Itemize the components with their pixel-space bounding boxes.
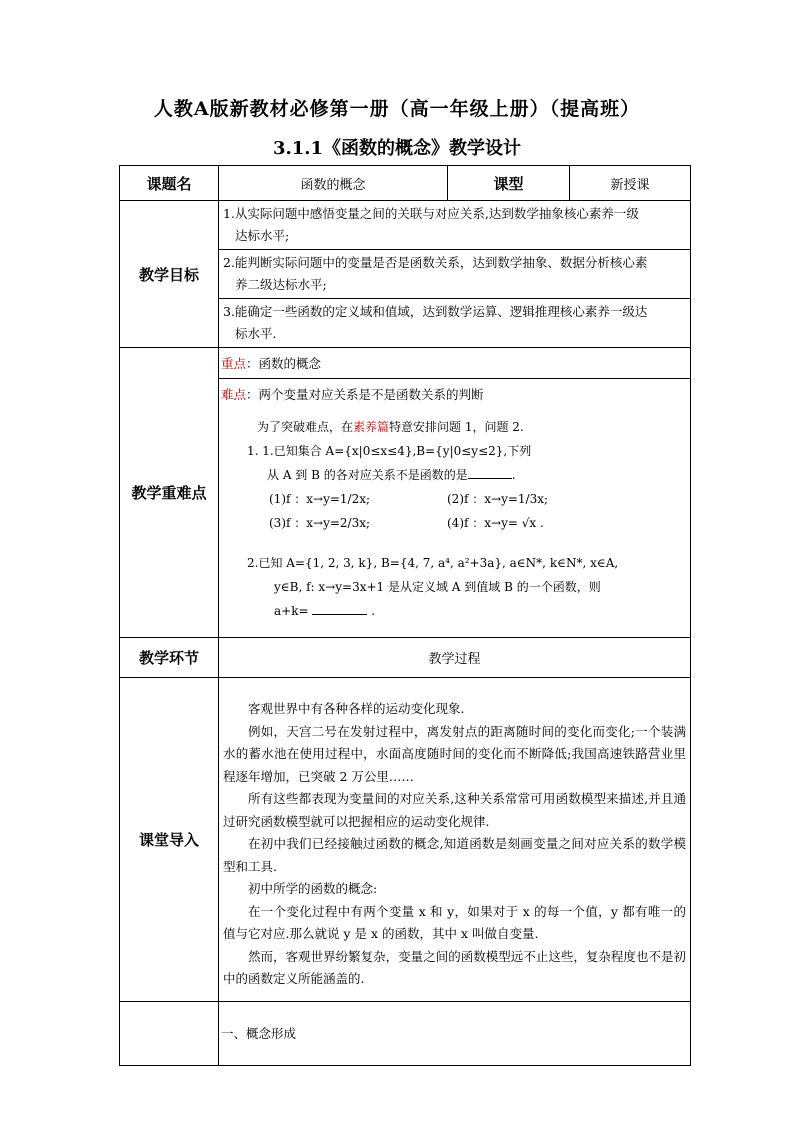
goal-2-line1: 2.能判断实际问题中的变量是否是函数关系，达到数学抽象、数据分析核心素 [223,255,648,270]
row-process [120,638,691,678]
goal-1-line1: 1.从实际问题中感悟变量之间的关联与对应关系,达到数学抽象核心素养一级 [223,206,639,221]
goal-3-line1: 3.能确定一些函数的定义域和值域，达到数学运算、逻辑推理核心素养一级达 [223,304,648,319]
topic-value: 函数的概念 [219,166,448,201]
concept-label [120,1001,219,1065]
type-label: 课型 [448,166,570,201]
row-goal-1 [120,201,691,250]
intro-para-4: 在初中我们已经接触过函数的概念,知道函数是刻画变量之间对应关系的数学模型和工具. [223,836,686,874]
goal-item-3 [219,299,691,348]
key-text: ：函数的概念 [246,356,322,371]
intro-red: 素养篇 [353,420,390,434]
intro-para-1: 客观世界中有各种各样的运动变化现象. [248,701,465,716]
type-value: 新授课 [570,166,691,201]
goal-item-1 [219,201,691,250]
intro-para-2: 例如，天宫二号在发射过程中，离发射点的距离随时间的变化而变化;一个装满水的蓄水池在使用过程中，水面高度随时间的变化而不断降低;我国高速铁路营业里程逐年增加，已突破 2 万公里…… [223,723,686,784]
options-row-1 [227,487,682,511]
diff-text: ：两个变量对应关系是不是函数关系的判断 [246,387,484,402]
diff-prefix: 难点 [221,387,247,402]
row-intro [120,678,691,1002]
problem-intro: 为了突破难点，在素养篇特意安排问题 1，问题 2. [257,420,524,434]
difficulty-cell [219,379,691,638]
document-subtitle: 3.1.1《函数的概念》教学设计 [272,138,522,159]
goals-label: 教学目标 [120,201,219,348]
problem-2-line1: 2.已知 A={1, 2, 3, k}, B={4, 7, a⁴, a²+3a}, a∈N*, k∈N*, x∈A, [247,556,619,570]
intro-body [219,678,691,1002]
difficulty-line [219,379,690,407]
option-2: (2)f ：x→y=1/3x; [447,492,549,506]
answer-blank-2 [312,602,367,615]
row-topic [120,166,691,201]
option-4: (4)f ：x→y= √x . [447,516,544,530]
answer-blank [468,466,512,479]
options-row-2 [227,511,682,535]
keypoints-label: 教学重难点 [120,348,219,638]
goal-1-line2: 达标水平; [235,228,290,243]
process-label: 教学环节 [120,638,219,678]
problem-1-line1: 1. 1.已知集合 A={x|0≤x≤4},B={y|0≤y≤2},下列 [247,444,532,458]
problem-1-line2: 从 A 到 B 的各对应关系不是函数的是 . [267,468,516,482]
goal-item-2 [219,250,691,299]
topic-label: 课题名 [120,166,219,201]
concept-value: 一、概念形成 [219,1001,691,1065]
document-title: 人教A版新教材必修第一册（高一年级上册）（提高班） [153,98,641,120]
intro-label: 课堂导入 [120,678,219,1002]
row-concept [120,1001,691,1065]
intro-para-5: 初中所学的函数的概念: [248,881,378,896]
intro-para-3: 所有这些都表现为变量间的对应关系,这种关系常常可用函数模型来描述,并且通过研究函数模型就可以把握相应的运动变化规律. [223,791,686,829]
option-1: (1)f ：x→y=1/2x; [269,492,371,506]
problems [219,407,690,637]
intro-para-6: 在一个变化过程中有两个变量 x 和 y，如果对于 x 的每一个值，y 都有唯一的值与它对应.那么就说 y 是 x 的函数，其中 x 叫做自变量. [223,903,686,941]
row-key [120,348,691,379]
key-prefix: 重点 [221,356,247,371]
goal-3-line2: 标水平. [235,326,277,341]
problem-2-line2: y∈B, f: x→y=3x+1 是从定义域 A 到值域 B 的一个函数，则 [274,580,601,594]
key-point [219,348,691,379]
process-value: 教学过程 [219,638,691,678]
option-3: (3)f ：x→y=2/3x; [269,516,371,530]
problem-2-line3: a+k= . [274,604,376,618]
lesson-plan-table [119,165,691,1066]
intro-para-7: 然而，客观世界纷繁复杂，变量之间的函数模型远不止这些，复杂程度也不是初中的函数定义所能涵盖的. [223,948,686,986]
goal-2-line2: 养二级达标水平; [235,277,327,292]
